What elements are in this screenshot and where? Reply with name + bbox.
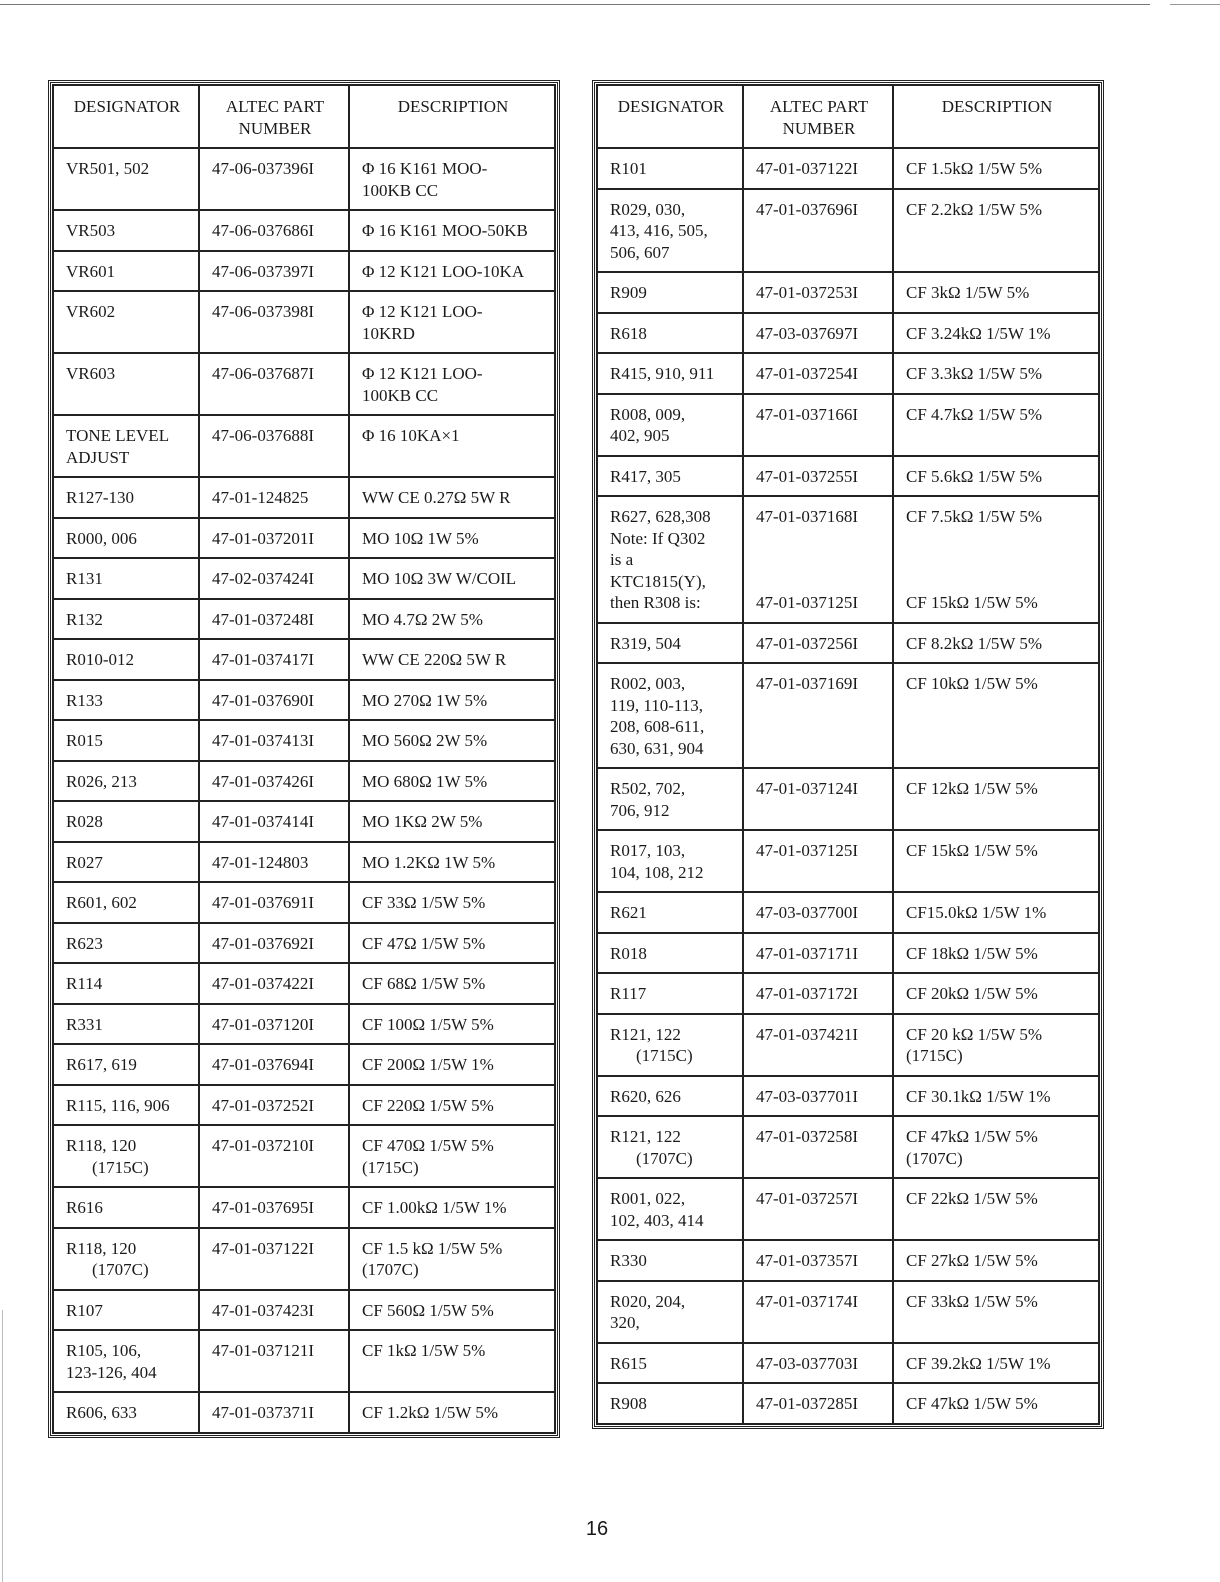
designator-cell (53, 1228, 199, 1290)
designator-text: R118, 120 (66, 1238, 137, 1258)
designator-cell: R502, 702, 706, 912 (597, 768, 743, 830)
table-row (53, 353, 555, 415)
part-number-cell: 47-01-037285I (743, 1383, 893, 1424)
part-number-cell: 47-01-037258I (743, 1116, 893, 1178)
description-alt: CF 15kΩ 1/5W 5% (906, 593, 1038, 612)
description-cell: MO 1KΩ 2W 5% (349, 801, 555, 842)
table-row (53, 477, 555, 518)
description-cell: MO 680Ω 1W 5% (349, 761, 555, 802)
page-number: 16 (585, 1518, 609, 1540)
part-number-cell: 47-03-037703I (743, 1343, 893, 1384)
description-cell: CF 100Ω 1/5W 5% (349, 1004, 555, 1045)
designator-cell: VR602 (53, 291, 199, 353)
designator-cell (597, 1014, 743, 1076)
part-number-cell: 47-01-124803 (199, 842, 349, 883)
header-designator: DESIGNATOR (597, 85, 743, 148)
designator-cell: R026, 213 (53, 761, 199, 802)
table-row (53, 1187, 555, 1228)
description-cell: CF15.0kΩ 1/5W 1% (893, 892, 1099, 933)
description-cell: MO 10Ω 1W 5% (349, 518, 555, 559)
parts-table-right-frame (592, 80, 1104, 1429)
designator-cell: R000, 006 (53, 518, 199, 559)
table-row (53, 558, 555, 599)
parts-table-left (52, 84, 556, 1434)
description-cell: CF 20kΩ 1/5W 5% (893, 973, 1099, 1014)
description-cell: CF 33Ω 1/5W 5% (349, 882, 555, 923)
table-row (597, 272, 1099, 313)
designator-model: (1715C) (92, 1157, 149, 1177)
table-row (597, 1281, 1099, 1343)
designator-cell: R601, 602 (53, 882, 199, 923)
header-description: DESCRIPTION (893, 85, 1099, 148)
table-row (53, 148, 555, 210)
description-cell: CF 560Ω 1/5W 5% (349, 1290, 555, 1331)
table-row (597, 313, 1099, 354)
designator-cell: R117 (597, 973, 743, 1014)
table-row (53, 1228, 555, 1290)
table-row (597, 973, 1099, 1014)
part-number-cell: 47-01-037252I (199, 1085, 349, 1126)
designator-cell: R018 (597, 933, 743, 974)
table-row (597, 1383, 1099, 1424)
part-number-cell: 47-01-037248I (199, 599, 349, 640)
designator-cell: R620, 626 (597, 1076, 743, 1117)
description-cell: Φ 12 K121 LOO- 100KB CC (349, 353, 555, 415)
table-row (597, 768, 1099, 830)
description-cell: CF 3kΩ 1/5W 5% (893, 272, 1099, 313)
designator-text: R118, 120 (66, 1136, 137, 1155)
description-cell: MO 4.7Ω 2W 5% (349, 599, 555, 640)
table-row (53, 882, 555, 923)
table-row (597, 1014, 1099, 1076)
designator-cell: R010-012 (53, 639, 199, 680)
designator-cell: R132 (53, 599, 199, 640)
designator-cell: R028 (53, 801, 199, 842)
table-row (597, 830, 1099, 892)
table-row (597, 933, 1099, 974)
part-number-cell: 47-01-037357I (743, 1240, 893, 1281)
part-number-cell: 47-03-037697I (743, 313, 893, 354)
description-cell: CF 1.2kΩ 1/5W 5% (349, 1392, 555, 1433)
part-number-cell: 47-01-037171I (743, 933, 893, 974)
description-cell: CF 39.2kΩ 1/5W 1% (893, 1343, 1099, 1384)
description-cell: CF 220Ω 1/5W 5% (349, 1085, 555, 1126)
designator-cell: R331 (53, 1004, 199, 1045)
description-cell: CF 1kΩ 1/5W 5% (349, 1330, 555, 1392)
parts-table-right (596, 84, 1100, 1425)
designator-cell: R008, 009, 402, 905 (597, 394, 743, 456)
table-row (53, 1125, 555, 1187)
part-number-cell: 47-01-037210I (199, 1125, 349, 1187)
designator-cell: VR601 (53, 251, 199, 292)
description-cell: Φ 12 K121 LOO-10KA (349, 251, 555, 292)
table-row (53, 1330, 555, 1392)
description-cell: CF 470Ω 1/5W 5% (1715C) (349, 1125, 555, 1187)
designator-cell: R606, 633 (53, 1392, 199, 1433)
description-cell: CF 3.3kΩ 1/5W 5% (893, 353, 1099, 394)
table-row (53, 415, 555, 477)
designator-cell: R623 (53, 923, 199, 964)
designator-cell: R027 (53, 842, 199, 883)
description-cell: CF 8.2kΩ 1/5W 5% (893, 623, 1099, 664)
designator-cell: VR503 (53, 210, 199, 251)
description-text: CF 7.5kΩ 1/5W 5% (906, 507, 1043, 526)
designator-cell: R330 (597, 1240, 743, 1281)
table-row (53, 761, 555, 802)
designator-cell: TONE LEVEL ADJUST (53, 415, 199, 477)
table-row (53, 923, 555, 964)
part-number-cell: 47-01-037124I (743, 768, 893, 830)
part-number-cell: 47-06-037398I (199, 291, 349, 353)
table-row (597, 394, 1099, 456)
designator-cell: R114 (53, 963, 199, 1004)
designator-cell: R001, 022, 102, 403, 414 (597, 1178, 743, 1240)
part-number-cell: 47-01-037426I (199, 761, 349, 802)
designator-cell: R105, 106, 123-126, 404 (53, 1330, 199, 1392)
part-number-cell: 47-02-037424I (199, 558, 349, 599)
part-number-cell: 47-01-124825 (199, 477, 349, 518)
description-cell: CF 33kΩ 1/5W 5% (893, 1281, 1099, 1343)
designator-cell: R616 (53, 1187, 199, 1228)
part-number-cell: 47-01-037256I (743, 623, 893, 664)
description-cell: CF 18kΩ 1/5W 5% (893, 933, 1099, 974)
part-number-cell: 47-01-037694I (199, 1044, 349, 1085)
description-cell: MO 1.2KΩ 1W 5% (349, 842, 555, 883)
description-cell (893, 496, 1099, 623)
designator-text: R121, 122 (610, 1127, 681, 1146)
part-number-cell: 47-01-037255I (743, 456, 893, 497)
part-number-cell: 47-06-037396I (199, 148, 349, 210)
part-number-cell: 47-01-037413I (199, 720, 349, 761)
designator-cell: R015 (53, 720, 199, 761)
description-cell: CF 2.2kΩ 1/5W 5% (893, 189, 1099, 273)
table-row (53, 801, 555, 842)
description-cell: WW CE 220Ω 5W R (349, 639, 555, 680)
part-number-cell: 47-01-037254I (743, 353, 893, 394)
designator-cell: VR603 (53, 353, 199, 415)
table-row (597, 148, 1099, 189)
table-header-row (53, 85, 555, 148)
part-number-cell: 47-03-037701I (743, 1076, 893, 1117)
top-rule (0, 4, 1150, 5)
table-row (53, 251, 555, 292)
designator-cell: R133 (53, 680, 199, 721)
part-number-cell: 47-01-037122I (743, 148, 893, 189)
part-number-cell: 47-01-037696I (743, 189, 893, 273)
part-number-cell: 47-01-037422I (199, 963, 349, 1004)
designator-cell: R417, 305 (597, 456, 743, 497)
description-cell: CF 1.00kΩ 1/5W 1% (349, 1187, 555, 1228)
table-row (597, 189, 1099, 273)
part-number-cell: 47-03-037700I (743, 892, 893, 933)
table-row (597, 1178, 1099, 1240)
description-cell: CF 4.7kΩ 1/5W 5% (893, 394, 1099, 456)
part-number-alt: 47-01-037125I (756, 593, 858, 612)
table-row (53, 599, 555, 640)
table-row (53, 1044, 555, 1085)
designator-cell: R020, 204, 320, (597, 1281, 743, 1343)
designator-cell: R131 (53, 558, 199, 599)
parts-table-left-frame (48, 80, 560, 1438)
table-header-row (597, 85, 1099, 148)
part-number-cell: 47-01-037120I (199, 1004, 349, 1045)
description-cell: Φ 12 K121 LOO- 10KRD (349, 291, 555, 353)
header-part-number: ALTEC PART NUMBER (743, 85, 893, 148)
part-number-cell: 47-01-037253I (743, 272, 893, 313)
table-row (597, 1076, 1099, 1117)
description-cell: CF 27kΩ 1/5W 5% (893, 1240, 1099, 1281)
table-row (53, 1392, 555, 1433)
table-row (597, 456, 1099, 497)
designator-cell (53, 1125, 199, 1187)
part-number-cell: 47-06-037687I (199, 353, 349, 415)
description-cell: Φ 16 10KA×1 (349, 415, 555, 477)
part-number-cell: 47-06-037688I (199, 415, 349, 477)
part-number-cell: 47-06-037686I (199, 210, 349, 251)
table-row (53, 1085, 555, 1126)
designator-cell: R029, 030, 413, 416, 505, 506, 607 (597, 189, 743, 273)
description-cell: CF 20 kΩ 1/5W 5% (1715C) (893, 1014, 1099, 1076)
table-row (597, 623, 1099, 664)
designator-cell: R127-130 (53, 477, 199, 518)
part-number-cell: 47-06-037397I (199, 251, 349, 292)
table-row (53, 210, 555, 251)
part-number-cell: 47-01-037121I (199, 1330, 349, 1392)
part-number-cell: 47-01-037201I (199, 518, 349, 559)
description-cell: CF 1.5 kΩ 1/5W 5% (1707C) (349, 1228, 555, 1290)
designator-cell: R618 (597, 313, 743, 354)
part-number-cell: 47-01-037695I (199, 1187, 349, 1228)
designator-cell: R615 (597, 1343, 743, 1384)
header-description: DESCRIPTION (349, 85, 555, 148)
top-rule-right (1170, 4, 1220, 5)
designator-text: R121, 122 (610, 1024, 681, 1044)
designator-cell: R101 (597, 148, 743, 189)
table-row (53, 680, 555, 721)
part-number-cell: 47-01-037414I (199, 801, 349, 842)
part-number-cell: 47-01-037169I (743, 663, 893, 768)
table-row (53, 1004, 555, 1045)
description-cell: CF 5.6kΩ 1/5W 5% (893, 456, 1099, 497)
table-row (597, 1343, 1099, 1384)
description-cell: MO 10Ω 3W W/COIL (349, 558, 555, 599)
table-row (597, 496, 1099, 623)
description-cell: CF 47kΩ 1/5W 5% (893, 1383, 1099, 1424)
part-number-cell: 47-01-037423I (199, 1290, 349, 1331)
table-row (53, 518, 555, 559)
description-cell: CF 3.24kΩ 1/5W 1% (893, 313, 1099, 354)
description-cell: CF 10kΩ 1/5W 5% (893, 663, 1099, 768)
part-number-text: 47-01-037168I (756, 507, 858, 526)
designator-cell: R908 (597, 1383, 743, 1424)
table-row (53, 1290, 555, 1331)
designator-cell: R415, 910, 911 (597, 353, 743, 394)
designator-cell: R319, 504 (597, 623, 743, 664)
table-row (597, 1240, 1099, 1281)
description-cell: CF 12kΩ 1/5W 5% (893, 768, 1099, 830)
part-number-cell (743, 496, 893, 623)
table-row (53, 720, 555, 761)
table-row (597, 892, 1099, 933)
description-cell: CF 47Ω 1/5W 5% (349, 923, 555, 964)
part-number-cell: 47-01-037371I (199, 1392, 349, 1433)
part-number-cell: 47-01-037691I (199, 882, 349, 923)
designator-model: (1707C) (92, 1260, 149, 1279)
description-cell: CF 68Ω 1/5W 5% (349, 963, 555, 1004)
table-row (53, 291, 555, 353)
table-row (597, 353, 1099, 394)
table-row (597, 1116, 1099, 1178)
table-row (53, 639, 555, 680)
designator-cell: R617, 619 (53, 1044, 199, 1085)
description-cell: CF 1.5kΩ 1/5W 5% (893, 148, 1099, 189)
left-margin-rule (2, 1310, 3, 1582)
part-number-cell: 47-01-037417I (199, 639, 349, 680)
part-number-cell: 47-01-037690I (199, 680, 349, 721)
description-cell: WW CE 0.27Ω 5W R (349, 477, 555, 518)
designator-cell: R621 (597, 892, 743, 933)
description-cell: CF 15kΩ 1/5W 5% (893, 830, 1099, 892)
description-cell: CF 47kΩ 1/5W 5% (1707C) (893, 1116, 1099, 1178)
header-part-number: ALTEC PART NUMBER (199, 85, 349, 148)
designator-cell (597, 1116, 743, 1178)
part-number-cell: 47-01-037122I (199, 1228, 349, 1290)
description-cell: Φ 16 K161 MOO-50KB (349, 210, 555, 251)
table-row (53, 963, 555, 1004)
designator-cell: R115, 116, 906 (53, 1085, 199, 1126)
designator-cell: R909 (597, 272, 743, 313)
part-number-cell: 47-01-037257I (743, 1178, 893, 1240)
description-cell: CF 200Ω 1/5W 1% (349, 1044, 555, 1085)
description-cell: CF 30.1kΩ 1/5W 1% (893, 1076, 1099, 1117)
description-cell: CF 22kΩ 1/5W 5% (893, 1178, 1099, 1240)
designator-cell: R017, 103, 104, 108, 212 (597, 830, 743, 892)
designator-cell: R107 (53, 1290, 199, 1331)
part-number-cell: 47-01-037421I (743, 1014, 893, 1076)
part-number-cell: 47-01-037166I (743, 394, 893, 456)
designator-cell: R627, 628,308 Note: If Q302 is a KTC1815(Y), then R308 is: (597, 496, 743, 623)
part-number-cell: 47-01-037125I (743, 830, 893, 892)
designator-model: (1715C) (636, 1046, 693, 1065)
description-cell: Φ 16 K161 MOO- 100KB CC (349, 148, 555, 210)
table-row (597, 663, 1099, 768)
part-number-cell: 47-01-037172I (743, 973, 893, 1014)
header-designator: DESIGNATOR (53, 85, 199, 148)
part-number-cell: 47-01-037692I (199, 923, 349, 964)
designator-cell: R002, 003, 119, 110-113, 208, 608-611, 630, 631, 904 (597, 663, 743, 768)
designator-cell: VR501, 502 (53, 148, 199, 210)
description-cell: MO 270Ω 1W 5% (349, 680, 555, 721)
description-cell: MO 560Ω 2W 5% (349, 720, 555, 761)
designator-model: (1707C) (636, 1148, 693, 1168)
table-row (53, 842, 555, 883)
part-number-cell: 47-01-037174I (743, 1281, 893, 1343)
